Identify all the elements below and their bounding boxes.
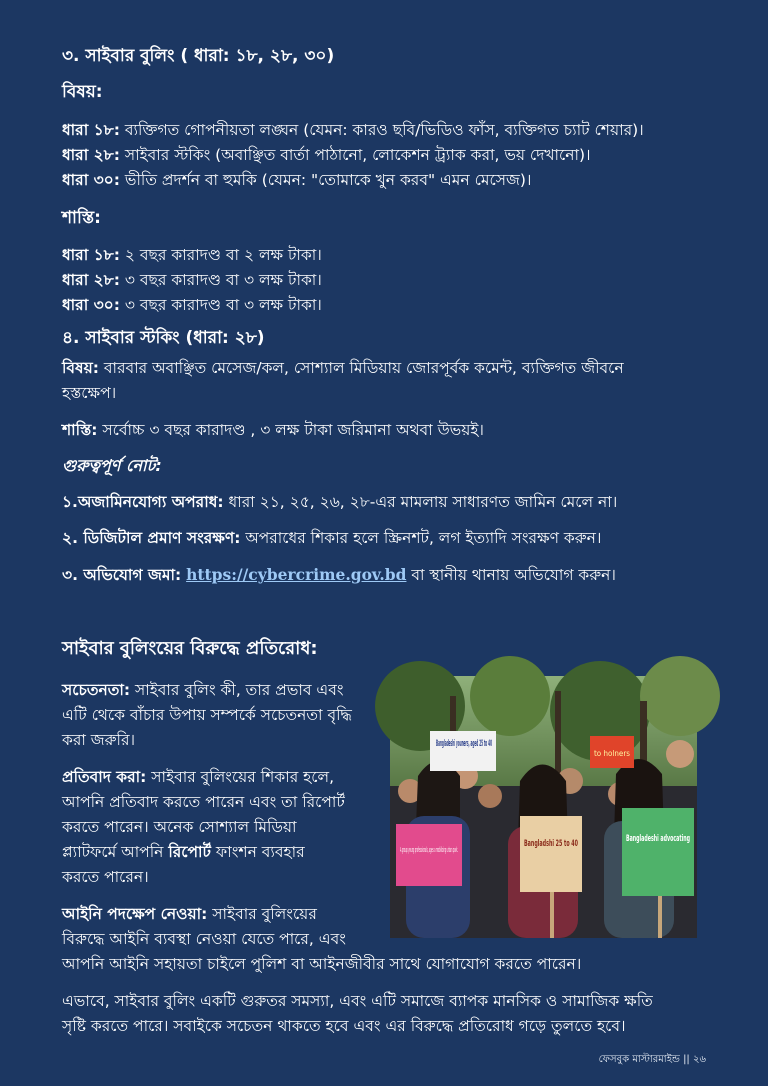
note-item-3 [62, 563, 722, 587]
penalty-key: ধারা ২৮: [62, 271, 120, 289]
closing-line-1: এভাবে, সাইবার বুলিং একটি গুরুতর সমস্যা, এবং এটি সমাজে ব্যাপক মানসিক ও সামাজিক ক্ষতি [62, 992, 653, 1010]
section3-item-28 [62, 143, 722, 167]
item-key: ধারা ৩০: [62, 171, 120, 189]
section3-item-18 [62, 118, 722, 142]
item-value: সাইবার স্টকিং (অবাঞ্ছিত বার্তা পাঠানো, লোকেশন ট্র্যাক করা, ভয় দেখানো)। [119, 146, 591, 164]
penalty-key: শাস্তি: [62, 421, 98, 439]
protest-line-3: করতে পারেন। অনেক সোশ্যাল মিডিয়া [62, 818, 297, 836]
legal-text: সাইবার বুলিংয়ের [207, 905, 317, 923]
section3-item-30 [62, 168, 722, 192]
protest-photo [390, 676, 697, 938]
protest-sign-3-text: A group young professionals, ages a mobilizing urban park. [400, 846, 458, 854]
section3-topic-label: বিষয়: [62, 82, 103, 102]
section4-topic [62, 356, 722, 380]
note-item-2 [62, 526, 722, 550]
note-item-1 [62, 490, 722, 514]
section4-topic-cont: হস্তক্ষেপ। [62, 384, 117, 402]
note-value: বা স্থানীয় থানায় অভিযোগ করুন। [406, 566, 616, 584]
note-key: ৩. অভিযোগ জমা: [62, 566, 182, 584]
awareness-line-3: করা জরুরি। [62, 731, 136, 749]
penalty-item-30 [62, 293, 722, 317]
penalty-value: ২ বছর কারাদণ্ড বা ২ লক্ষ টাকা। [119, 246, 322, 264]
section4-penalty [62, 418, 722, 442]
penalty-key: ধারা ৩০: [62, 296, 120, 314]
awareness-key: সচেতনতা: [62, 681, 131, 699]
penalty-item-18 [62, 243, 722, 267]
resist-title: সাইবার বুলিংয়ের বিরুদ্ধে প্রতিরোধ: [62, 638, 318, 659]
penalty-value: ৩ বছর কারাদণ্ড বা ৩ লক্ষ টাকা। [119, 271, 322, 289]
protest-line-2: আপনি প্রতিবাদ করতে পারেন এবং তা রিপোর্ট [62, 793, 345, 811]
section3-penalty-label: শাস্তি: [62, 208, 101, 228]
item-value: ভীতি প্রদর্শন বা হুমকি (যেমন: "তোমাকে খুন করব" এমন মেসেজ)। [119, 171, 532, 189]
cybercrime-link[interactable]: https://cybercrime.gov.bd [186, 565, 407, 584]
legal-line-2: বিরুদ্ধে আইনি ব্যবস্থা নেওয়া যেতে পারে, এবং [62, 930, 346, 948]
penalty-value: সর্বোচ্চ ৩ বছর কারাদণ্ড , ৩ লক্ষ টাকা জরিমানা অথবা উভয়ই। [97, 421, 484, 439]
note-title: গুরুত্বপূর্ণ নোট: [62, 456, 162, 475]
note-key: ১.অজামিনযোগ্য অপরাধ: [62, 493, 224, 511]
topic-value: বারবার অবাঞ্ছিত মেসেজ/কল, সোশ্যাল মিডিয়ায় জোরপূর্বক কমেন্ট, ব্যক্তিগত জীবনে [98, 359, 624, 377]
section4-title: ৪. সাইবার স্টকিং (ধারা: ২৮) [62, 328, 265, 348]
item-value: ব্যক্তিগত গোপনীয়তা লঙ্ঘন (যেমন: কারও ছবি/ভিডিও ফাঁস, ব্যক্তিগত চ্যাট শেয়ার)। [119, 121, 644, 139]
protest-key: প্রতিবাদ করা: [62, 768, 147, 786]
awareness-line-2: এটি থেকে বাঁচার উপায় সম্পর্কে সচেতনতা বৃদ্ধি [62, 706, 352, 724]
note-value: ধারা ২১, ২৫, ২৬, ২৮-এর মামলায় সাধারণত জামিন মেলে না। [223, 493, 618, 511]
protest-sign-4-text: Bangladeshi advocating [626, 834, 690, 844]
protest-sign-2 [520, 816, 582, 892]
protest-sign-2-text: Bangladshi 25 to 40 [524, 839, 578, 849]
section3-title: ৩. সাইবার বুলিং ( ধারা: ১৮, ২৮, ৩০) [62, 46, 335, 66]
protest-sign-3 [396, 824, 462, 886]
note-value: অপরাধের শিকার হলে স্ক্রিনশট, লগ ইত্যাদি সংরক্ষণ করুন। [240, 529, 602, 547]
protest-sign-1 [430, 731, 496, 771]
protest-line-5: করতে পারেন। [62, 868, 149, 886]
legal-key: আইনি পদক্ষেপ নেওয়া: [62, 905, 208, 923]
protest-text: প্ল্যাটফর্মে আপনি [62, 843, 169, 861]
report-keyword: রিপোর্ট [168, 843, 211, 861]
closing-line-2: সৃষ্টি করতে পারে। সবাইকে সচেতন থাকতে হবে এবং এর বিরুদ্ধে প্রতিরোধ গড়ে তুলতে হবে। [62, 1017, 626, 1035]
penalty-value: ৩ বছর কারাদণ্ড বা ৩ লক্ষ টাকা। [119, 296, 322, 314]
legal-line-3: আপনি আইনি সহায়তা চাইলে পুলিশ বা আইনজীবীর সাথে যোগাযোগ করতে পারেন। [62, 955, 582, 973]
penalty-key: ধারা ১৮: [62, 246, 120, 264]
page-footer: ফেসবুক মাস্টারমাইন্ড || ২৬ [598, 1054, 706, 1065]
penalty-item-28 [62, 268, 722, 292]
item-key: ধারা ২৮: [62, 146, 120, 164]
protest-sign-1-text: Bangladeshi youners, aged 25 to 40 [436, 739, 492, 749]
awareness-text: সাইবার বুলিং কী, তার প্রভাব এবং [130, 681, 344, 699]
item-key: ধারা ১৮: [62, 121, 120, 139]
protest-sign-5-text: to holners [594, 749, 630, 758]
protest-text: সাইবার বুলিংয়ের শিকার হলে, [146, 768, 334, 786]
protest-sign-4 [622, 808, 694, 896]
protest-text: ফাংশন ব্যবহার [210, 843, 305, 861]
note-key: ২. ডিজিটাল প্রমাণ সংরক্ষণ: [62, 529, 241, 547]
topic-key: বিষয়: [62, 359, 99, 377]
